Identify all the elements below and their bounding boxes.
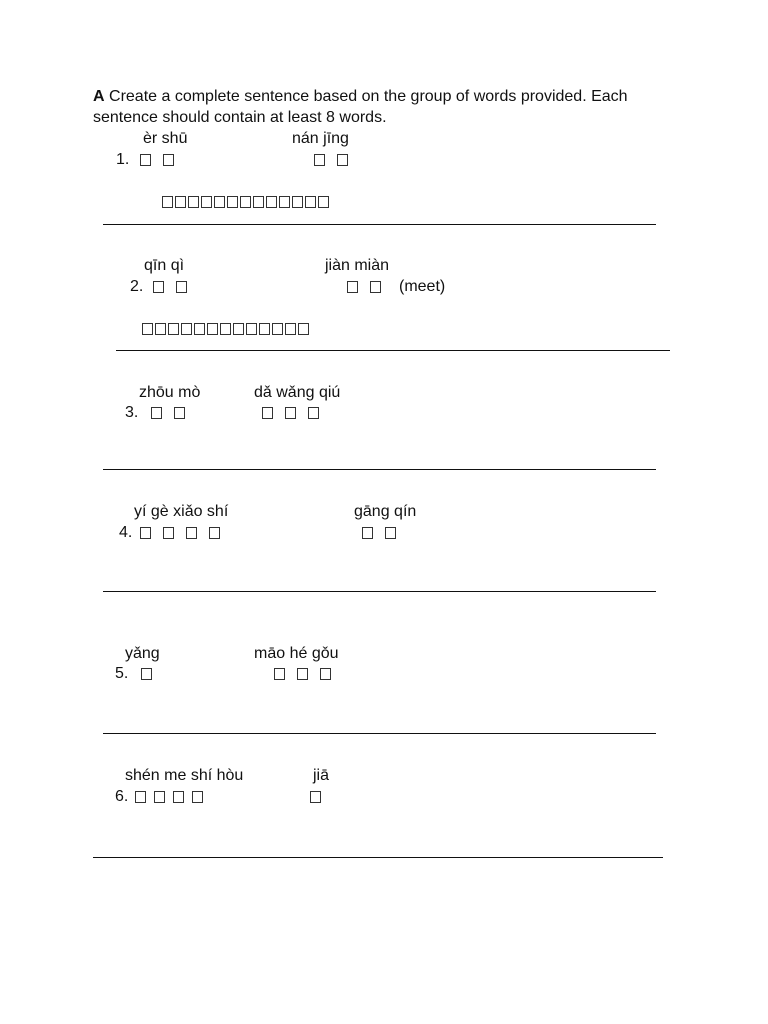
item-2-number: 2. xyxy=(130,278,144,295)
item-3-pinyin-a: zhōu mò xyxy=(139,384,201,401)
item-2-answer-line[interactable] xyxy=(116,350,670,351)
item-1-word-a xyxy=(140,150,186,170)
instruction-label: A xyxy=(93,88,105,105)
item-3-answer-line[interactable] xyxy=(103,469,656,470)
item-2-note: (meet) xyxy=(399,278,446,295)
item-1-number: 1. xyxy=(116,151,130,168)
item-2-example xyxy=(142,319,311,339)
item-1-pinyin-a: èr shū xyxy=(143,130,188,147)
item-5-pinyin-a: yǎng xyxy=(125,645,160,662)
item-3-word-a xyxy=(151,403,197,423)
item-4-pinyin-a: yí gè xiǎo shí xyxy=(134,503,229,520)
item-5-pinyin-b: māo hé gǒu xyxy=(254,645,339,662)
item-4-number: 4. xyxy=(119,524,133,541)
instruction xyxy=(93,86,673,128)
item-6-pinyin-b: jiā xyxy=(313,767,330,784)
item-3-word-b xyxy=(262,403,331,423)
item-6-answer-line[interactable] xyxy=(93,857,663,858)
item-6-word-b xyxy=(310,787,333,807)
item-6-number: 6. xyxy=(115,788,129,805)
item-2-pinyin-a: qīn qì xyxy=(144,257,185,274)
item-6-pinyin-a: shén me shí hòu xyxy=(125,767,244,784)
item-4-pinyin-b: gāng qín xyxy=(354,503,417,520)
instruction-text: Create a complete sentence based on the group of words provided. Each sentence should contain at least 8 words. xyxy=(93,88,628,126)
item-4-word-a xyxy=(140,523,232,543)
item-1-pinyin-b: nán jīng xyxy=(292,130,349,147)
item-1-example xyxy=(162,192,331,212)
item-5-number: 5. xyxy=(115,665,129,682)
item-1-word-b xyxy=(314,150,360,170)
item-4-word-b xyxy=(362,523,408,543)
item-5-answer-line[interactable] xyxy=(103,733,656,734)
item-2-word-a xyxy=(153,277,199,297)
item-3-number: 3. xyxy=(125,404,139,421)
item-3-pinyin-b: dǎ wǎng qiú xyxy=(254,384,341,401)
item-1-answer-line[interactable] xyxy=(103,224,656,225)
item-6-word-a xyxy=(135,787,211,807)
item-5-word-b xyxy=(274,664,343,684)
item-5-word-a xyxy=(141,664,164,684)
item-2-pinyin-b: jiàn miàn xyxy=(325,257,390,274)
item-2-word-b xyxy=(347,277,393,297)
item-4-answer-line[interactable] xyxy=(103,591,656,592)
